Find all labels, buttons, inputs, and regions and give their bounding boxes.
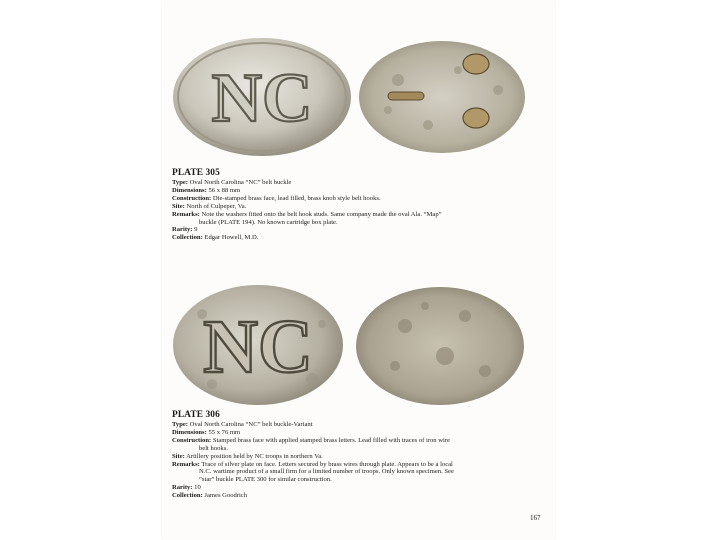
plate-305-rarity: 9	[194, 226, 198, 234]
plate-306-construction: Stamped brass face with applied stamped brass letters. Lead filled with traces of iron wire	[212, 436, 450, 444]
plate-306-site: Artillery position held by NC troops in northern Va.	[186, 452, 323, 460]
plate-305-belt-hook	[388, 92, 424, 100]
plate-305-collection: Edgar Howell, M.D.	[204, 234, 259, 242]
plate-305-caption: PLATE 305 Type: Oval North Carolina “NC” belt buckle Dimensions: 56 x 88 mm Construction: Die-stamped brass face, lead filled, brass knob style belt hooks. Site: North of Culpeper, Va. Remarks: Note the washers fitted onto the belt hook studs. Same company made the oval Ala. “Map” buckle (PLATE 194). No known cartridge box plate. Rarity: 9 Collection: Edgar Howell, M.D.	[172, 168, 544, 242]
plate-306-back-photo	[355, 286, 525, 406]
page-number: 167	[530, 514, 541, 522]
plate-305-site: North of Culpeper, Va.	[186, 202, 247, 210]
plate-306-remarks: Trace of silver plate on face. Letters secured by brass wires through plate. Appears to be a local	[201, 460, 453, 468]
plate-305-knob-top	[463, 54, 489, 74]
plate-306-front-photo	[172, 284, 344, 406]
plate-306-title: PLATE 306	[172, 410, 220, 420]
plate-306-dimensions: 55 x 76 mm	[208, 428, 241, 436]
plate-305-knob-bottom	[463, 108, 489, 128]
plate-305-dimensions: 56 x 88 mm	[208, 186, 241, 194]
plate-306-collection: James Goodrich	[204, 492, 248, 500]
plate-305-title: PLATE 305	[172, 168, 220, 178]
plate-305-type: Oval North Carolina “NC” belt buckle	[189, 179, 292, 186]
plate-306-caption: PLATE 306 Type: Oval North Carolina “NC” belt buckle-Variant Dimensions: 55 x 76 mm Construction: Stamped brass face with applied stamped brass letters. Lead filled with traces of iron wire belt hooks. Site: Artillery position held by NC troops in northern Va. Remarks: Trace of silver plate on face. Letters secured by brass wires through plate. Appears to be a local N.C. wartime product of a small firm for a limited number of troops. Only known specimen. See “star” buckle PLATE 300 for similar construction. Rarity: 10 Collection: James Goodrich	[172, 410, 544, 500]
plate-305-front-photo	[172, 37, 352, 157]
plate-306-type: Oval North Carolina “NC” belt buckle-Variant	[189, 421, 313, 428]
plate-305-remarks: Note the washers fitted onto the belt hook studs. Same company made the oval Ala. “Map”	[201, 210, 442, 218]
plate-306-buckle-letters: NC	[203, 305, 313, 389]
plate-305-buckle-letters: NC	[211, 60, 313, 137]
plate-305-construction: Die-stamped brass face, lead filled, brass knob style belt hooks.	[212, 194, 381, 202]
plate-305-back-photo	[358, 40, 526, 154]
plate-306-rarity: 10	[194, 484, 201, 492]
